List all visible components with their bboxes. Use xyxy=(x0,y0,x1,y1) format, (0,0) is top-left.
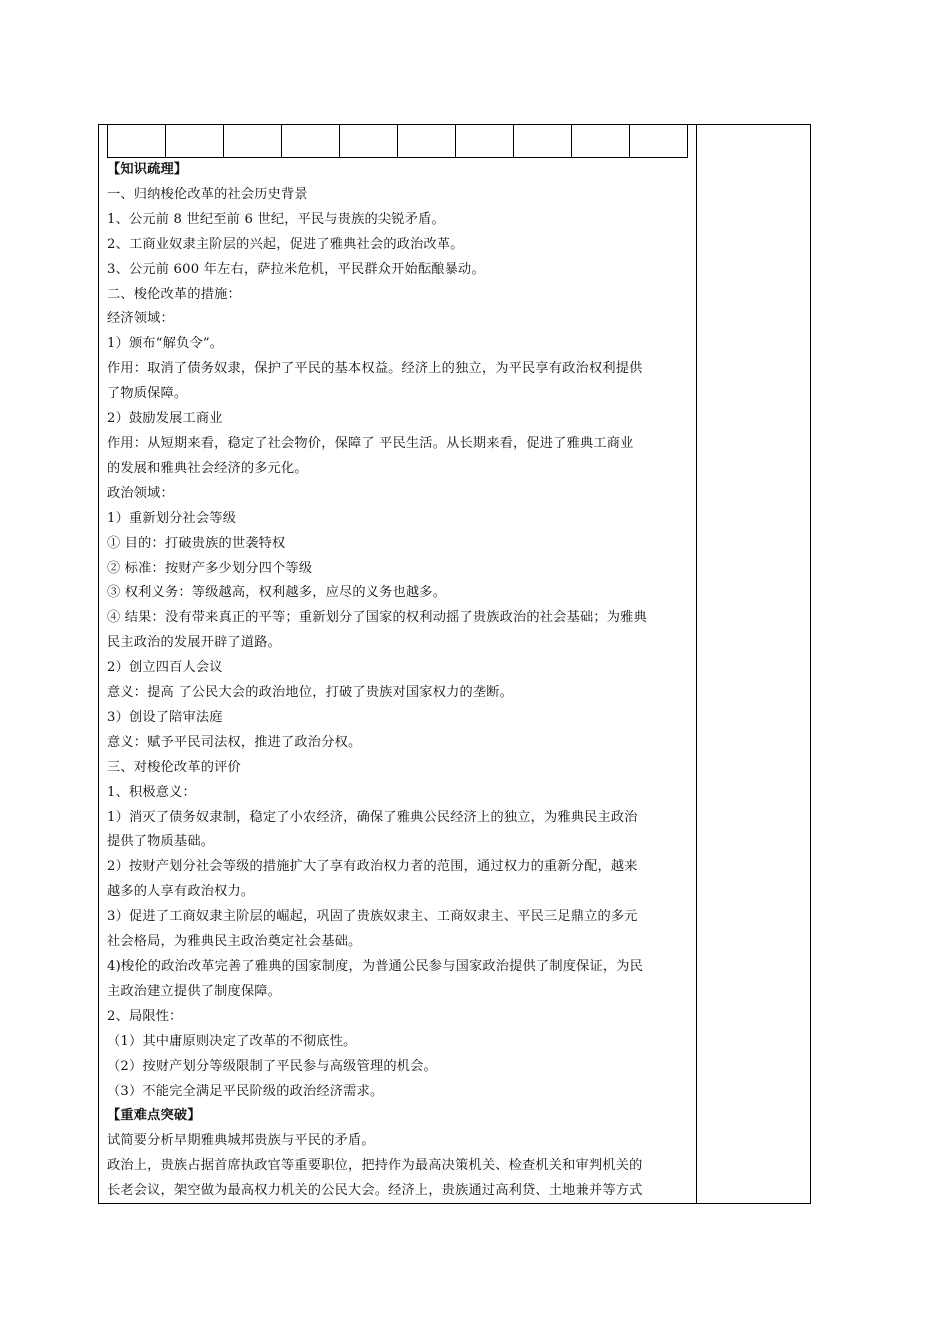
text-line: 了物质保障。 xyxy=(107,386,188,402)
text-line: 主政治建立提供了制度保障。 xyxy=(107,983,282,999)
text-line: 1、公元前 8 世纪至前 6 世纪，平民与贵族的尖锐矛盾。 xyxy=(107,211,445,227)
text-line: 民主政治的发展开辟了道路。 xyxy=(107,635,282,651)
text-line: 2）按财产划分社会等级的措施扩大了享有政治权力者的范围，通过权力的重新分配，越来 xyxy=(107,859,638,875)
text-line: 三、对梭伦改革的评价 xyxy=(107,759,241,775)
text-line: 意义：提高 了公民大会的政治地位，打破了贵族对国家权力的垄断。 xyxy=(107,685,514,701)
text-line: 长老会议，架空做为最高权力机关的公民大会。经济上，贵族通过高利贷、土地兼并等方式 xyxy=(107,1183,643,1199)
grid-cell xyxy=(282,124,340,157)
text-line: 政治领域： xyxy=(107,485,174,501)
text-line: 的发展和雅典社会经济的多元化。 xyxy=(107,460,308,476)
text-line: 2、工商业奴隶主阶层的兴起，促进了雅典社会的政治改革。 xyxy=(107,236,464,252)
text-line: 1）颁布“解负令”。 xyxy=(107,336,224,352)
column-divider xyxy=(696,124,697,1204)
text-line: ① 目的：打破贵族的世袭特权 xyxy=(107,535,286,551)
text-line: （3）不能完全满足平民阶级的政治经济需求。 xyxy=(107,1083,384,1099)
grid-cell xyxy=(514,124,572,157)
text-line: 2）鼓励发展工商业 xyxy=(107,411,223,427)
grid-cell xyxy=(456,124,514,157)
grid-cell xyxy=(340,124,398,157)
text-line: 2、局限性： xyxy=(107,1008,183,1024)
top-empty-grid-row xyxy=(107,124,688,158)
grid-cell xyxy=(166,124,224,157)
grid-cell xyxy=(630,124,687,157)
text-line: 政治上，贵族占据首席执政官等重要职位，把持作为最高决策机关、检查机关和审判机关的 xyxy=(107,1158,643,1174)
text-line: 越多的人享有政治权力。 xyxy=(107,884,255,900)
grid-cell xyxy=(572,124,630,157)
text-line: ④ 结果：没有带来真正的平等；重新划分了国家的权利动摇了贵族政治的社会基础；为雅典 xyxy=(107,610,647,626)
text-line: 1、积极意义： xyxy=(107,784,196,800)
grid-cell xyxy=(224,124,282,157)
section-heading: 【重难点突破】 xyxy=(107,1108,201,1124)
text-line: 作用：取消了债务奴隶，保护了平民的基本权益。经济上的独立，为平民享有政治权利提供 xyxy=(107,361,643,377)
text-line: 2）创立四百人会议 xyxy=(107,660,223,676)
text-line: 1）消灭了债务奴隶制，稳定了小农经济，确保了雅典公民经济上的独立，为雅典民主政治 xyxy=(107,809,638,825)
text-line: 一、归纳梭伦改革的社会历史背景 xyxy=(107,186,308,202)
text-line: 3）促进了工商奴隶主阶层的崛起，巩固了贵族奴隶主、工商奴隶主、平民三足鼎立的多元 xyxy=(107,909,638,925)
text-line: 意义：赋予平民司法权，推进了政治分权。 xyxy=(107,734,362,750)
text-line: 提供了物质基础。 xyxy=(107,834,215,850)
text-line: 作用：从短期来看，稳定了社会物价，保障了 平民生活。从长期来看，促进了雅典工商业 xyxy=(107,435,634,451)
text-line: （1）其中庸原则决定了改革的不彻底性。 xyxy=(107,1033,357,1049)
grid-cell xyxy=(398,124,456,157)
text-line: 1）重新划分社会等级 xyxy=(107,510,237,526)
text-line: ② 标准：按财产多少划分四个等级 xyxy=(107,560,313,576)
text-line: 3）创设了陪审法庭 xyxy=(107,709,223,725)
grid-cell xyxy=(108,124,166,157)
section-heading: 【知识疏理】 xyxy=(107,162,188,177)
text-line: 社会格局，为雅典民主政治奠定社会基础。 xyxy=(107,934,362,950)
text-line: ③ 权利义务：等级越高，权利越多，应尽的义务也越多。 xyxy=(107,585,447,601)
text-line: 4)梭伦的政治改革完善了雅典的国家制度，为普通公民参与国家政治提供了制度保证，为民 xyxy=(107,959,644,974)
text-line: 试简要分析早期雅典城邦贵族与平民的矛盾。 xyxy=(107,1133,375,1149)
text-line: 二、梭伦改革的措施： xyxy=(107,286,241,302)
text-line: 经济领域： xyxy=(107,311,174,327)
text-line: （2）按财产划分等级限制了平民参与高级管理的机会。 xyxy=(107,1058,437,1074)
text-line: 3、公元前 600 年左右，萨拉米危机，平民群众开始酝酿暴动。 xyxy=(107,261,485,277)
document-body xyxy=(107,158,689,1204)
